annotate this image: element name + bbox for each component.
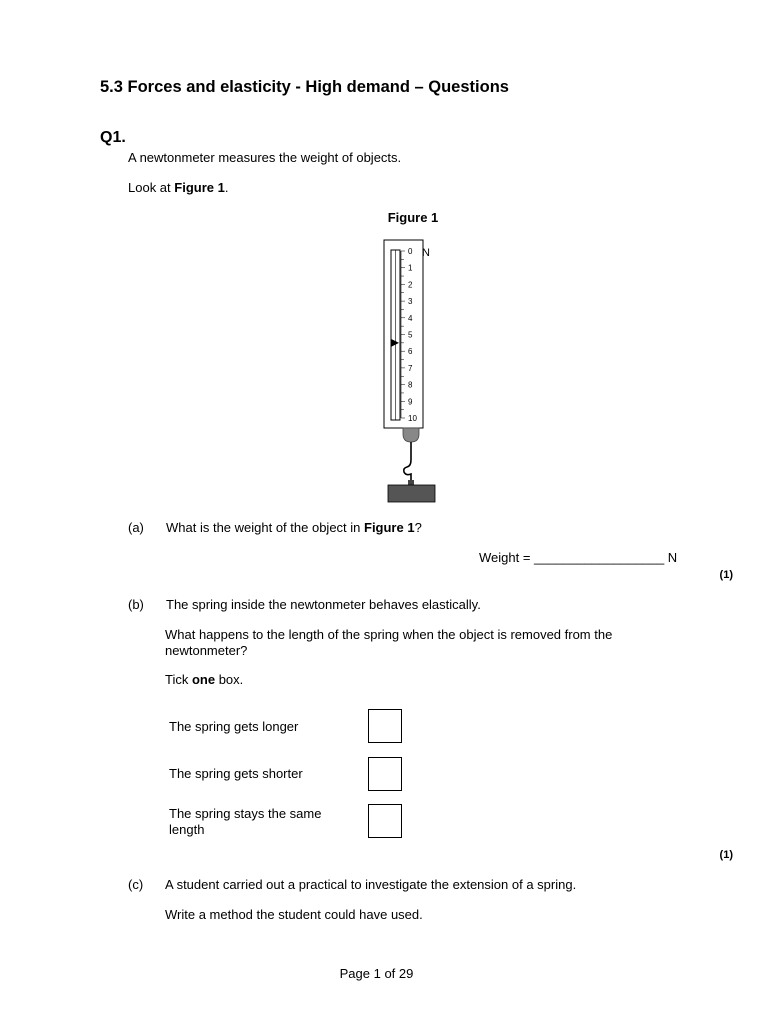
look-at-prefix: Look at	[128, 180, 175, 195]
option-label-same: The spring stays the same length	[169, 806, 322, 837]
part-a-figure-ref: Figure 1	[364, 520, 415, 535]
scale-label: 0	[408, 247, 413, 256]
part-b-instruction	[165, 672, 243, 688]
part-b-marks: (1)	[719, 849, 733, 861]
scale-label: 4	[408, 313, 413, 323]
scale-label: 7	[408, 363, 413, 373]
page-title: 5.3 Forces and elasticity - High demand – Questions	[100, 78, 509, 96]
instruction-suffix: box.	[215, 672, 244, 687]
tickbox-same[interactable]	[368, 804, 402, 838]
hook	[404, 442, 411, 480]
look-at-suffix: .	[224, 180, 229, 195]
scale-label: 1	[408, 263, 413, 273]
newtonmeter-figure	[380, 236, 444, 504]
part-b-letter: (b)	[128, 597, 144, 612]
weight-block	[388, 485, 435, 502]
option-label-shorter: The spring gets shorter	[169, 766, 303, 781]
bottom-knob	[403, 428, 419, 442]
unit-label: N	[422, 247, 430, 259]
scale-label: 10	[408, 414, 417, 423]
page-number: Page 1 of 29	[339, 966, 414, 981]
part-a-text: What is the weight of the object in	[166, 520, 364, 535]
part-c-letter: (c)	[128, 877, 144, 892]
part-a-letter: (a)	[128, 520, 144, 535]
look-at-line	[128, 180, 228, 196]
scale-label: 9	[408, 397, 413, 407]
scale-label: 8	[408, 380, 413, 390]
scale-label: 6	[408, 347, 413, 357]
look-at-figure-ref: Figure 1	[174, 180, 225, 195]
scale-label: 3	[408, 297, 413, 307]
scale-label: 2	[408, 280, 413, 290]
tickbox-longer[interactable]	[368, 709, 402, 743]
part-a-question	[166, 520, 422, 536]
question-intro: A newtonmeter measures the weight of objects.	[128, 150, 402, 165]
part-c-question: Write a method the student could have used.	[165, 907, 423, 922]
figure-caption: Figure 1	[387, 210, 439, 225]
instruction-prefix: Tick	[165, 672, 192, 687]
part-b-statement: The spring inside the newtonmeter behaves elastically.	[166, 597, 481, 612]
tickbox-shorter[interactable]	[368, 757, 402, 791]
part-c-statement: A student carried out a practical to investigate the extension of a spring.	[165, 877, 577, 892]
instruction-bold: one	[191, 672, 216, 687]
part-a-marks: (1)	[719, 569, 733, 581]
weight-neck	[408, 480, 414, 485]
scale-label: 5	[408, 330, 413, 340]
newtonmeter-casing	[384, 240, 423, 428]
weight-answer-line[interactable]: Weight = __________________ N	[479, 550, 678, 565]
option-label-longer: The spring gets longer	[169, 719, 299, 734]
question-number: Q1.	[100, 129, 126, 146]
part-b-question: What happens to the length of the spring when the object is removed from the newtonmeter?	[165, 627, 613, 658]
part-a-text-end: ?	[414, 520, 422, 535]
